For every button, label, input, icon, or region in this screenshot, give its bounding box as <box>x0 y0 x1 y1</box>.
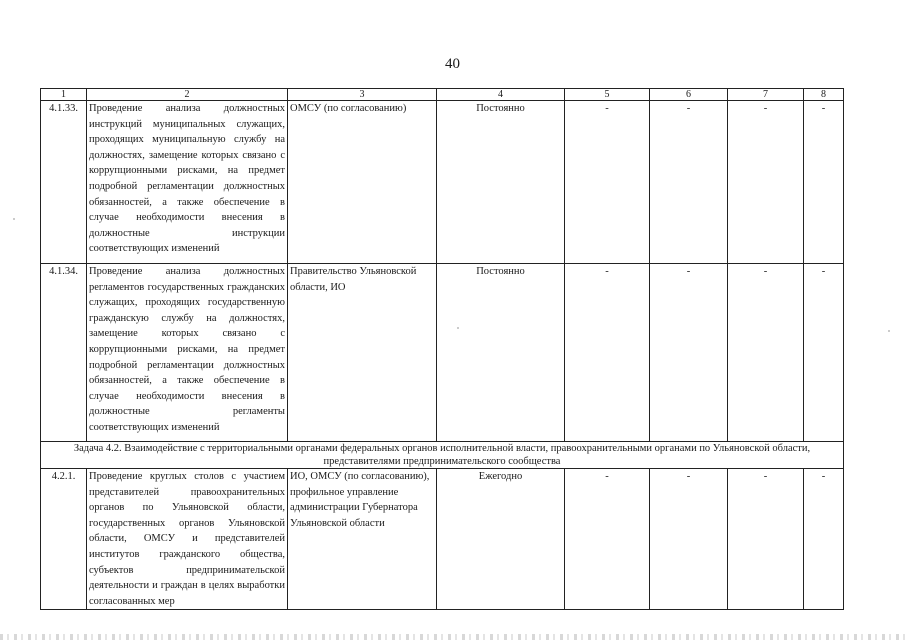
scan-edge <box>0 634 905 640</box>
header-row <box>41 89 844 101</box>
cell-col6: - <box>650 101 728 264</box>
measure-term: Постоянно <box>437 264 565 442</box>
column-header: 4 <box>437 89 565 101</box>
page-number: 40 <box>445 56 460 72</box>
measure-description: Проведение круглых столов с участием представителей правоохранительных органов по Ульяновской области, государственных органов Ульяновской области, ОМСУ и представителей институтов гражданского общества, субъектов предпринимательской деятельности и граждан в целях выработки согласованных мер <box>87 469 288 610</box>
task-heading-row <box>41 442 844 469</box>
measure-executor: ИО, ОМСУ (по согласованию), профильное управление администрации Губернатора Ульяновской области <box>288 469 437 610</box>
measure-term: Ежегодно <box>437 469 565 610</box>
column-header: 8 <box>804 89 844 101</box>
cell-col5: - <box>565 264 650 442</box>
column-header: 3 <box>288 89 437 101</box>
row-number: 4.1.34. <box>41 264 87 442</box>
measure-executor: Правительство Ульяновской области, ИО <box>288 264 437 442</box>
table-row <box>41 469 844 610</box>
cell-col8: - <box>804 469 844 610</box>
cell-col5: - <box>565 101 650 264</box>
row-number: 4.2.1. <box>41 469 87 610</box>
cell-col7: - <box>728 469 804 610</box>
measure-executor: ОМСУ (по согласованию) <box>288 101 437 264</box>
measure-description: Проведение анализа должностных регламентов государственных гражданских служащих, проходящих государственную гражданскую службу на должностях, замещение которых связано с коррупционными рисками, на предмет подробной регламентации должностных обязанностей, а также обеспечение в случае необходимости внесения в должностные регламенты соответствующих изменений <box>87 264 288 442</box>
column-header: 6 <box>650 89 728 101</box>
column-header: 2 <box>87 89 288 101</box>
scan-speck <box>457 327 459 329</box>
table-row <box>41 101 844 264</box>
column-header: 1 <box>41 89 87 101</box>
column-header: 7 <box>728 89 804 101</box>
cell-col6: - <box>650 469 728 610</box>
task-heading: Задача 4.2. Взаимодействие с территориальными органами федеральных органов исполнительной власти, правоохранительными органами по Ульяновской области, представителями предпринимательского сообщества <box>41 442 844 469</box>
column-header: 5 <box>565 89 650 101</box>
cell-col8: - <box>804 264 844 442</box>
measures-table <box>40 88 844 610</box>
scan-speck <box>888 330 890 332</box>
measure-term: Постоянно <box>437 101 565 264</box>
cell-col8: - <box>804 101 844 264</box>
row-number: 4.1.33. <box>41 101 87 264</box>
cell-col5: - <box>565 469 650 610</box>
cell-col7: - <box>728 264 804 442</box>
cell-col7: - <box>728 101 804 264</box>
scan-speck <box>13 218 15 220</box>
measure-description: Проведение анализа должностных инструкций муниципальных служащих, проходящих муниципальную службу на должностях, замещение которых связано с коррупционными рисками, на предмет подробной регламентации должностных обязанностей, а также обеспечение в случае необходимости внесения в должностные инструкции соответствующих изменений <box>87 101 288 264</box>
cell-col6: - <box>650 264 728 442</box>
table-row <box>41 264 844 442</box>
